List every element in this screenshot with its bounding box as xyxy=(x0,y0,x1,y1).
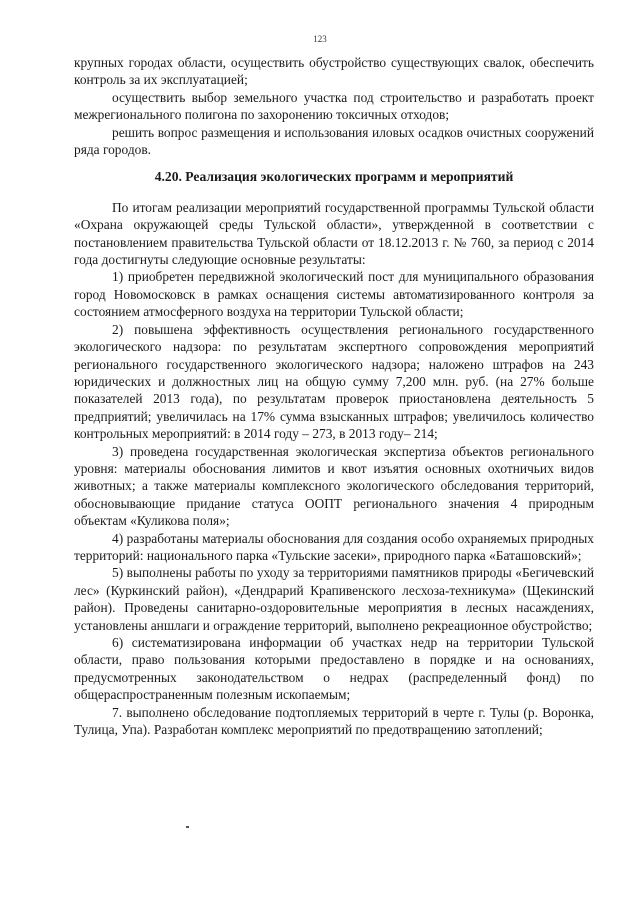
result-item-7: 7. выполнено обследование подтопляемых территорий в черте г. Тулы (р. Воронка, Тулица, Упа). Разработан комплекс мероприятий по предотвращению затоплений; xyxy=(74,704,594,738)
scan-speck xyxy=(186,826,189,828)
continuation-paragraph-3: решить вопрос размещения и использования иловых осадков очистных сооружений ряда городов. xyxy=(74,124,594,158)
result-item-5: 5) выполнены работы по уходу за территориями памятников природы «Бегичевский лес» (Куркинский район), «Дендрарий Крапивенского лесхоза-техникума» (Щекинский район). Проведены санитарно-оздоровительные мероприятия в лесных насаждениях, установлены аншлаги и ограждение территорий, выполнено рекреационное обустройство; xyxy=(74,565,594,633)
document-body xyxy=(74,54,594,738)
continuation-paragraph-1: крупных городах области, осуществить обустройство существующих свалок, обеспечить контроль за их эксплуатацией; xyxy=(74,55,594,88)
result-item-1: 1) приобретен передвижной экологический пост для муниципального образования город Новомосковск в рамках оснащения системы автоматизированного контроля за состоянием атмосферного воздуха на территории Тульской области; xyxy=(74,269,594,320)
result-item-3: 3) проведена государственная экологическая экспертиза объектов регионального уровня: материалы обоснования лимитов и квот изъятия основных охотничьих видов животных; а также материалы комплексного экологического обследования территорий, обосновывающие придание статуса ООПТ регионального значения 4 природным объектам «Куликова поля»; xyxy=(74,443,594,529)
section-intro: По итогам реализации мероприятий государственной программы Тульской области «Охрана окружающей среды Тульской области», утвержденной в соответствии с постановлением правительства Тульской области от 18.12.2013 г. № 760, за период с 2014 года достигнуты следующие основные результаты: xyxy=(74,199,594,268)
result-item-2: 2) повышена эффективность осуществления регионального государственного экологического надзора: по результатам экспертного сопровождения мероприятий регионального государственного экологического надзора; наложено штрафов на 243 юридических и должностных лиц на общую сумму 7,200 млн. руб. (на 27% больше показателей 2013 года), по результатам проверок приостановлена деятельность 5 предприятий; увеличилась на 17% сумма взысканных штрафов; увеличилось количество контрольных мероприятий: в 2014 году – 273, в 2013 году– 214; xyxy=(74,321,594,442)
section-heading: 4.20. Реализация экологических программ и мероприятий xyxy=(154,169,514,185)
result-item-6: 6) систематизирована информации об участках недр на территории Тульской области, право пользования которыми предоставлено в порядке и на основаниях, предусмотренных законодательством о недрах (распределенный фонд) по общераспространенным полезным ископаемым; xyxy=(74,635,594,703)
page-number: 123 xyxy=(313,34,327,44)
continuation-paragraph-2: осуществить выбор земельного участка под строительство и разработать проект межрегионального полигона по захоронению токсичных отходов; xyxy=(74,89,594,123)
result-item-4: 4) разработаны материалы обоснования для создания особо охраняемых природных территорий: национального парка «Тульские засеки», природного парка «Баташовский»; xyxy=(74,530,594,563)
